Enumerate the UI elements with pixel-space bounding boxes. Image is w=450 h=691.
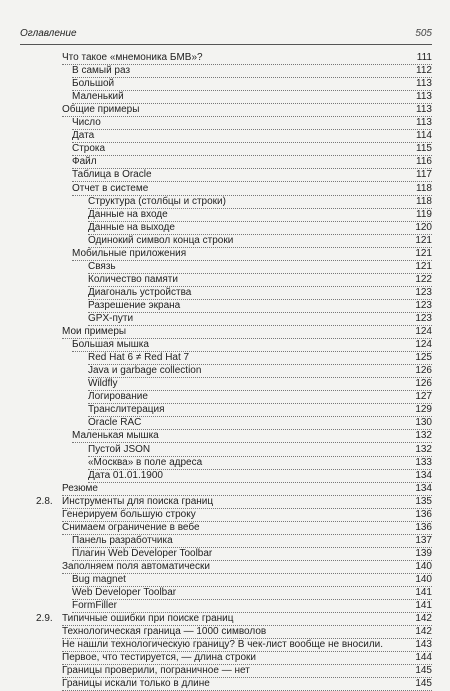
toc-entry-page: 118 — [416, 182, 432, 194]
toc-entry-title: Wildfly — [88, 378, 118, 390]
toc-entry-page: 121 — [415, 260, 432, 272]
toc-entry[interactable] — [62, 104, 432, 117]
toc-entry-title: GPX-пути — [88, 313, 134, 324]
toc-entry[interactable] — [88, 352, 432, 365]
toc-entry-page: 113 — [416, 91, 432, 103]
toc-entry-page: 140 — [415, 560, 432, 572]
toc-entry-page: 145 — [415, 665, 432, 677]
toc-entry-page: 122 — [415, 273, 432, 285]
toc-entry-page: 117 — [416, 169, 432, 181]
toc-entry-page: 136 — [415, 508, 432, 520]
toc-entry-page: 126 — [415, 378, 432, 390]
toc-entry-page: 143 — [415, 639, 432, 651]
toc-entry[interactable] — [62, 665, 432, 678]
toc-entry-title: Дата — [72, 130, 95, 142]
toc-entry-title: Файл — [72, 156, 97, 168]
toc-entry-page: 132 — [415, 430, 432, 442]
toc-entry[interactable] — [62, 678, 432, 691]
toc-entry[interactable] — [72, 339, 432, 352]
toc-entry[interactable] — [72, 183, 432, 196]
toc-entry-page: 142 — [415, 626, 432, 638]
toc-entry[interactable] — [72, 156, 432, 169]
toc-entry-title: Что такое «мнемоника БМВ»? — [62, 52, 203, 63]
toc-entry[interactable] — [62, 326, 432, 339]
toc-entry-title: Связь — [88, 260, 116, 272]
toc-entry[interactable] — [62, 509, 432, 522]
toc-entry[interactable] — [88, 222, 432, 235]
toc-entry-page: 141 — [415, 600, 432, 612]
toc-entry-page: 145 — [415, 678, 432, 690]
toc-entry[interactable] — [72, 65, 432, 78]
toc-entry[interactable] — [72, 430, 432, 443]
toc-entry[interactable] — [88, 287, 432, 300]
toc-entry-page: 141 — [415, 587, 432, 599]
toc-entry-title: Одинокий символ конца строки — [88, 234, 234, 246]
toc-entry[interactable] — [72, 548, 432, 561]
toc-entry-title: В самый раз — [72, 65, 131, 77]
toc-entry-title: Отчет в системе — [72, 182, 149, 194]
toc-entry-page: 121 — [415, 247, 432, 259]
toc-entry[interactable] — [62, 561, 432, 574]
toc-entry[interactable] — [88, 365, 432, 378]
toc-entry-title: Таблица в Oracle — [72, 169, 152, 181]
toc-entry-page: 139 — [415, 547, 432, 559]
toc-entry[interactable] — [62, 639, 432, 652]
toc-entry-title: Разрешение экрана — [88, 299, 181, 311]
toc-entry-page: 129 — [415, 404, 432, 416]
toc-section-number: 2.8. — [36, 495, 53, 507]
toc-entry[interactable] — [88, 274, 432, 287]
toc-entry[interactable] — [72, 574, 432, 587]
toc-entry-title: Маленькая мышка — [72, 430, 159, 442]
toc-entry[interactable] — [72, 248, 432, 261]
toc-entry-title: Инструменты для поиска границ — [62, 495, 214, 507]
toc-entry-page: 134 — [415, 482, 432, 494]
toc-entry-title: Логирование — [88, 391, 148, 403]
toc-entry-title: Red Hat 6 ≠ Red Hat 7 — [88, 352, 190, 364]
toc-entry[interactable] — [88, 261, 432, 274]
toc-entry-title: Структура (столбцы и строки) — [88, 195, 226, 207]
toc-entry[interactable] — [62, 496, 432, 509]
toc-entry-title: Java и garbage collection — [88, 365, 202, 377]
toc-entry[interactable] — [72, 600, 432, 613]
toc-entry-page: 118 — [416, 195, 432, 207]
toc-entry-title: FormFiller — [72, 600, 117, 612]
toc-entry[interactable] — [88, 457, 432, 470]
toc-entry-page: 126 — [415, 365, 432, 377]
toc-entry-page: 112 — [416, 65, 432, 77]
toc-entry-title: Плагин Web Developer Toolbar — [72, 547, 213, 559]
toc-entry-title: Данные на выходе — [88, 221, 175, 233]
toc-entry[interactable] — [88, 300, 432, 313]
toc-entry-title: Транслитерация — [88, 404, 165, 416]
toc-entry[interactable] — [88, 391, 432, 404]
toc-entry-title: Количество памяти — [88, 273, 178, 285]
toc-entry[interactable] — [62, 652, 432, 665]
toc-entry[interactable] — [88, 196, 432, 209]
toc-entry-page: 123 — [415, 286, 432, 298]
running-header — [20, 28, 432, 45]
toc-entry-title: Маленький — [72, 91, 124, 103]
page-number: 505 — [415, 28, 432, 39]
toc-entry-page: 135 — [415, 495, 432, 507]
toc-entry-title: Oracle RAC — [88, 417, 142, 429]
toc-entry-title: Первое, что тестируется, — длина строки — [62, 652, 256, 664]
toc-entry-title: Технологическая граница — 1000 символов — [62, 626, 267, 638]
toc-entry-title: Пустой JSON — [88, 443, 151, 455]
toc-entry-title: Резюме — [62, 482, 98, 494]
toc-entry[interactable] — [72, 130, 432, 143]
toc-entry-title: Снимаем ограничение в вебе — [62, 521, 200, 533]
toc-entry-title: Данные на входе — [88, 208, 168, 220]
toc-entry-page: 123 — [415, 313, 432, 324]
toc-entry[interactable] — [72, 91, 432, 104]
toc-section-number: 2.9. — [36, 613, 53, 625]
toc-entry[interactable] — [62, 522, 432, 535]
toc-entry[interactable] — [88, 417, 432, 430]
toc-entry[interactable] — [72, 143, 432, 156]
toc-entry-page: 114 — [416, 130, 432, 142]
toc-entry-page: 130 — [415, 417, 432, 429]
toc-entry-page: 111 — [416, 52, 432, 63]
toc-entry-title: Bug magnet — [72, 574, 126, 585]
toc-entry-page: 132 — [415, 443, 432, 455]
toc-entry-page: 119 — [416, 208, 432, 220]
toc-entry-title: Большая мышка — [72, 339, 149, 351]
toc-entry-page: 116 — [416, 156, 432, 168]
toc-entry-title: Число — [72, 117, 101, 129]
toc-entry-page: 113 — [416, 104, 432, 116]
toc-entry-title: Типичные ошибки при поиске границ — [62, 613, 234, 625]
toc-entry-title: Генерируем большую строку — [62, 508, 196, 520]
toc-entry[interactable] — [62, 483, 432, 496]
toc-entry-title: Границы искали только в длине — [62, 678, 210, 690]
toc-entry[interactable] — [88, 444, 432, 457]
toc-entry-page: 124 — [415, 326, 432, 338]
toc-entry-title: Общие примеры — [62, 104, 140, 116]
toc-entry[interactable] — [62, 52, 432, 65]
toc-entry-page: 124 — [415, 339, 432, 351]
toc-entry[interactable] — [72, 535, 432, 548]
toc-entry-page: 136 — [415, 521, 432, 533]
toc-entry-title: Диагональ устройства — [88, 286, 192, 298]
toc-entry-page: 113 — [416, 117, 432, 129]
toc-entry-page: 134 — [415, 469, 432, 481]
toc-entry[interactable] — [72, 117, 432, 130]
toc-entry-title: Дата 01.01.1900 — [88, 469, 163, 481]
toc-entry-page: 120 — [415, 221, 432, 233]
toc-entry-page: 113 — [416, 78, 432, 90]
toc-entry-title: Мои примеры — [62, 326, 127, 338]
toc-entry-title: Web Developer Toolbar — [72, 587, 177, 599]
toc-entry[interactable] — [88, 404, 432, 417]
toc-entry-page: 125 — [415, 352, 432, 364]
toc-entry[interactable] — [72, 587, 432, 600]
toc-entry[interactable] — [88, 378, 432, 391]
toc-entry-title: Строка — [72, 143, 106, 155]
toc-entry-title: Мобильные приложения — [72, 247, 187, 259]
running-title: Оглавление — [20, 28, 77, 39]
toc-entry[interactable] — [62, 613, 432, 626]
toc-entry-page: 127 — [415, 391, 432, 403]
toc-entry-title: «Москва» в поле адреса — [88, 456, 203, 468]
toc-entry[interactable] — [88, 470, 432, 483]
toc-entry[interactable] — [88, 209, 432, 222]
toc-entry-title: Не нашли технологическую границу? В чек-лист вообще не вносили. — [62, 639, 384, 651]
toc-entry-page: 144 — [415, 652, 432, 664]
toc-entry-page: 123 — [415, 299, 432, 311]
toc-entry[interactable] — [88, 313, 432, 326]
toc-entry[interactable] — [88, 235, 432, 248]
toc-entry-page: 142 — [415, 613, 432, 625]
toc-entry-page: 140 — [415, 574, 432, 585]
toc-entry-page: 137 — [415, 534, 432, 546]
toc-entry-page: 115 — [416, 143, 432, 155]
toc-entry[interactable] — [72, 169, 432, 182]
toc-entry-title: Панель разработчика — [72, 534, 173, 546]
toc-entry[interactable] — [62, 626, 432, 639]
toc-entry-page: 121 — [415, 234, 432, 246]
toc-entry-title: Границы проверили, пограничное — нет — [62, 665, 250, 677]
toc-entry[interactable] — [72, 78, 432, 91]
toc-entry-title: Большой — [72, 78, 115, 90]
toc-entry-title: Заполняем поля автоматически — [62, 560, 210, 572]
toc-entry-page: 133 — [415, 456, 432, 468]
